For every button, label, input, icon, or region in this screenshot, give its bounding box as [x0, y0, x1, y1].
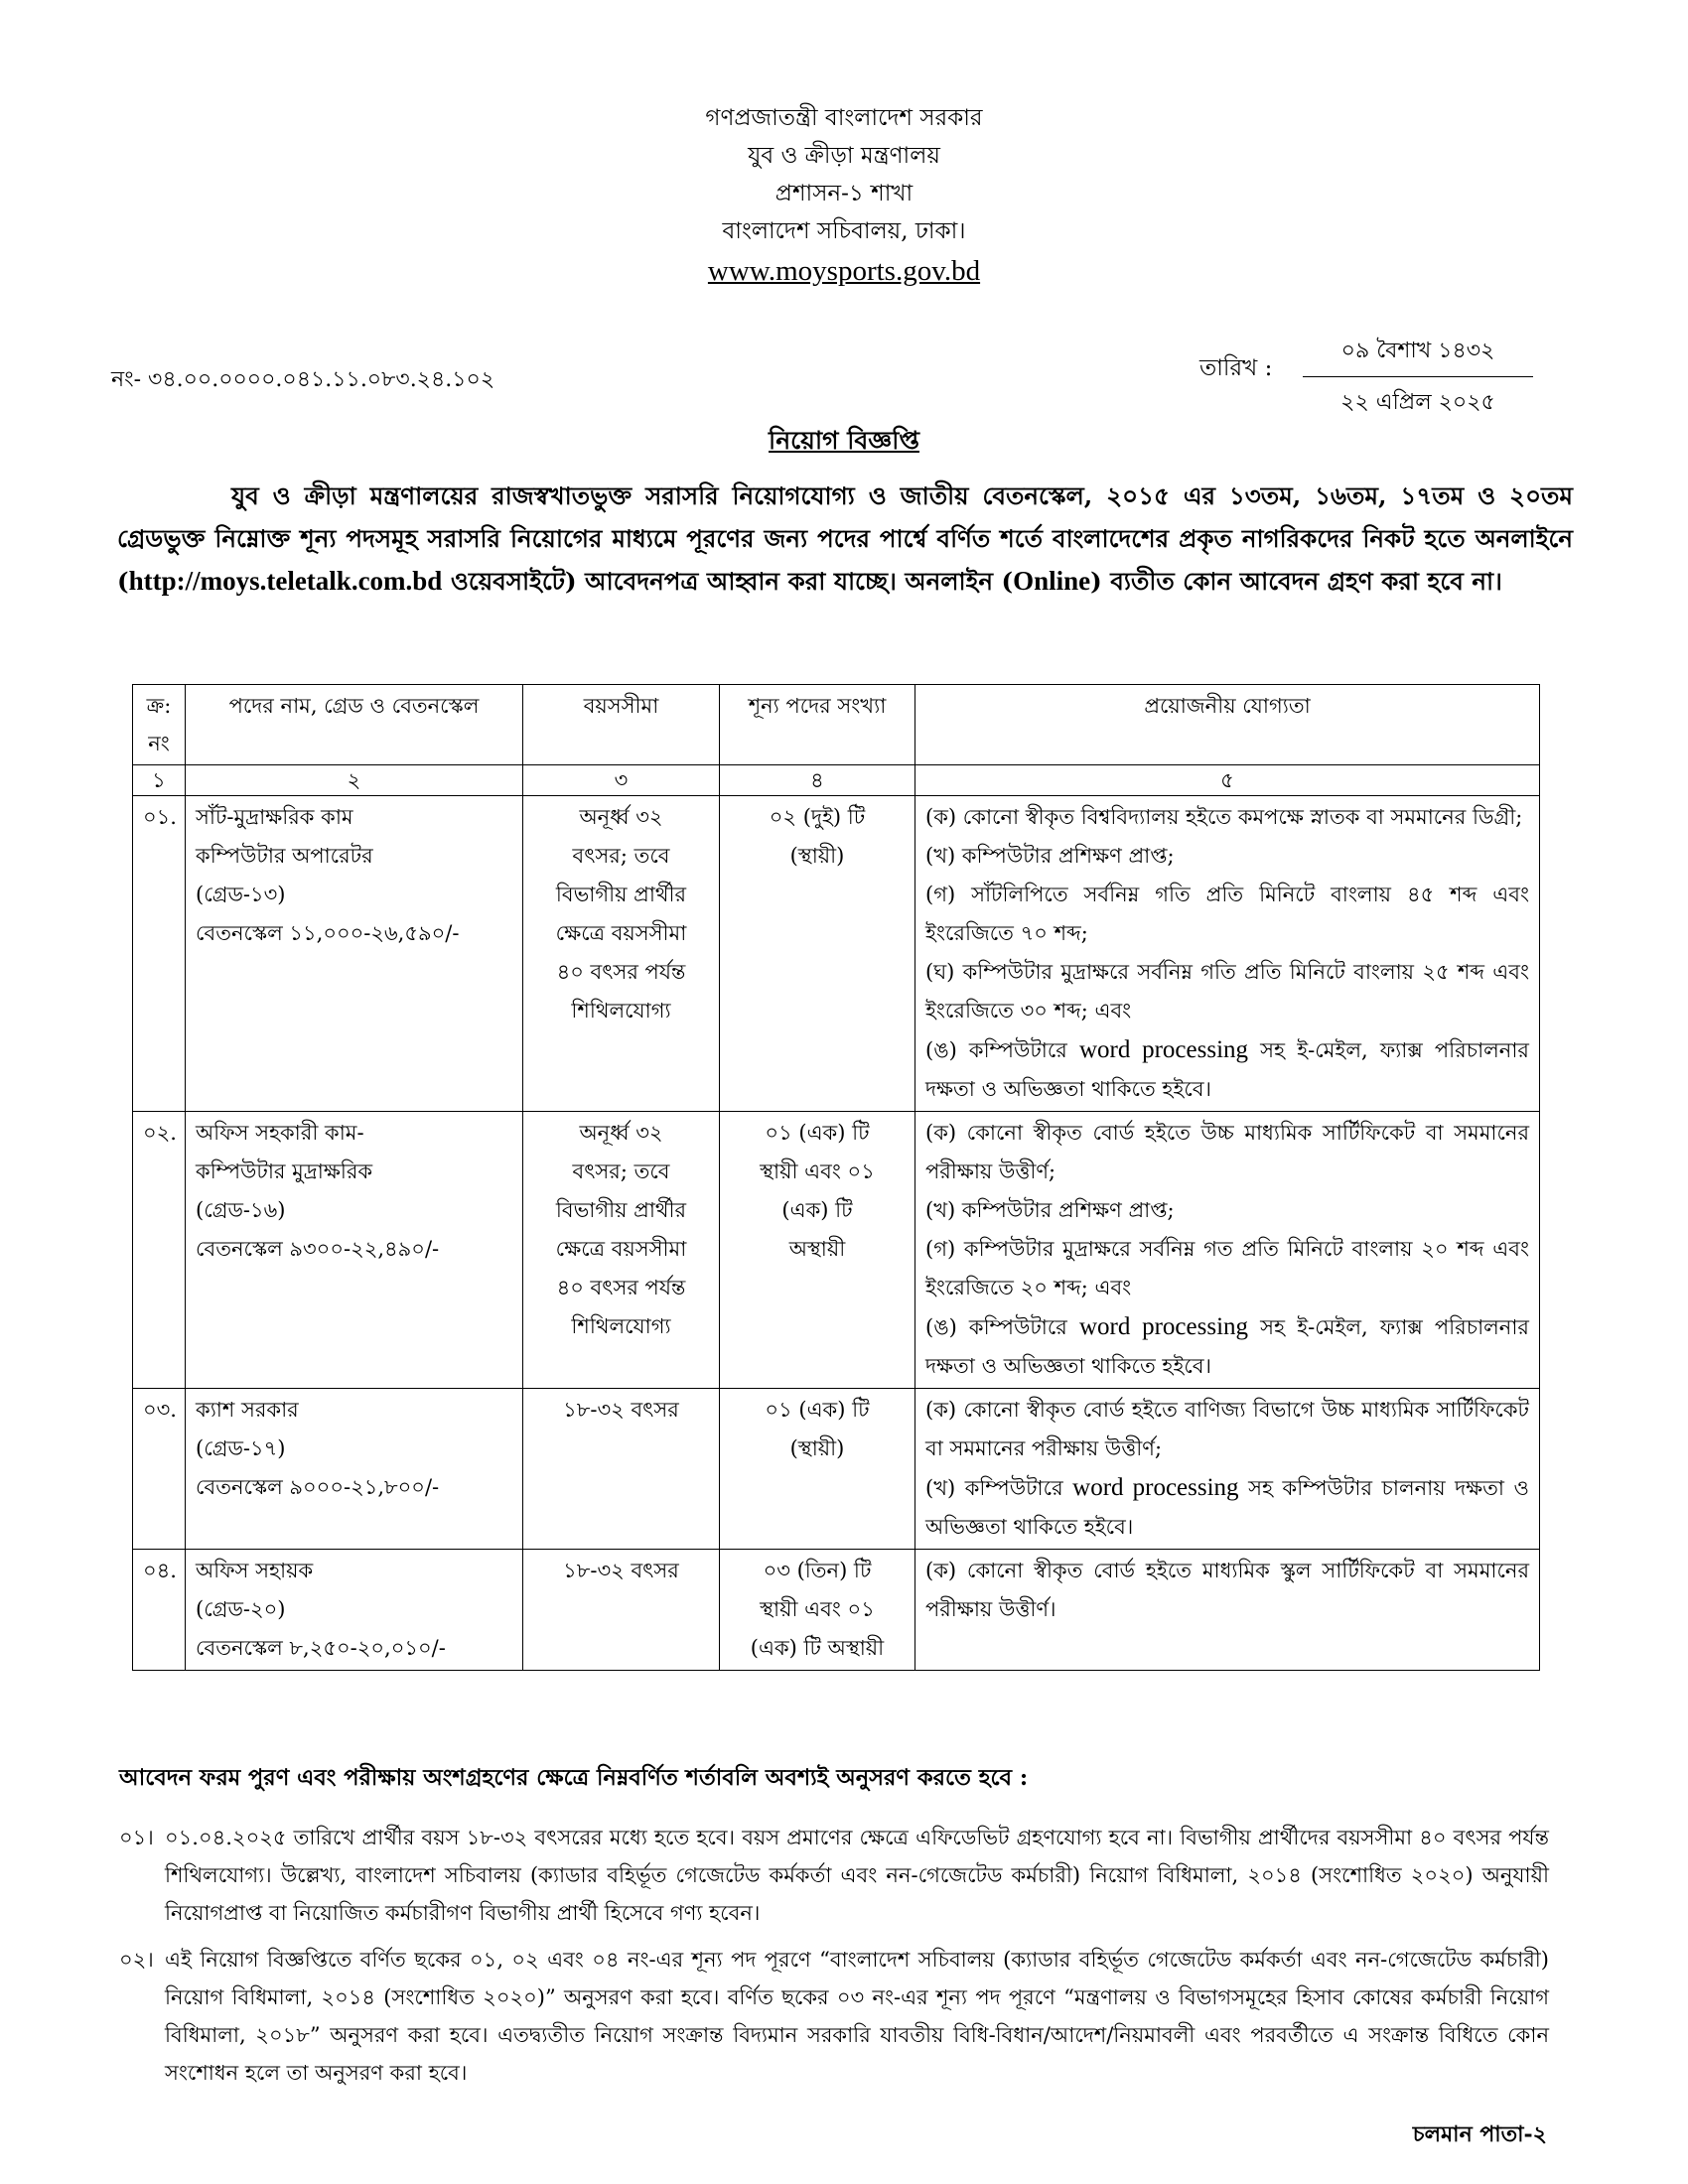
col-number: ৫ [915, 765, 1540, 796]
age-line: ক্ষেত্রে বয়সসীমা [555, 1237, 687, 1261]
vacancy-cell [720, 1389, 915, 1550]
vacancy-line: অস্থায়ী [788, 1237, 846, 1261]
vacancy-line: (এক) টি [781, 1198, 853, 1222]
post-cell [186, 1389, 523, 1550]
vacancy-line: ০২ (দুই) টি [769, 805, 866, 829]
requirement-item [925, 1307, 1529, 1386]
requirements-cell [915, 796, 1540, 1112]
requirement-english-term: word processing [1072, 1474, 1239, 1501]
vacancy-line: ০১ (এক) টি [765, 1398, 870, 1422]
section-name: প্রশাসন-১ শাখা [774, 181, 914, 206]
table-header-row [133, 685, 1540, 765]
column-number-row [133, 765, 1540, 796]
age-line: বিভাগীয় প্রার্থীর [555, 883, 687, 906]
vacancy-line: (স্থায়ী) [789, 844, 845, 868]
application-link[interactable]: http://moys.teletalk.com.bd [128, 566, 443, 596]
post-line: অফিস সহকারী কাম- [196, 1121, 364, 1145]
serial-cell: ০৪. [133, 1550, 186, 1671]
post-line: বেতনস্কেল ৯০০০-২১,৮০০/- [196, 1475, 440, 1499]
post-cell [186, 1550, 523, 1671]
vacancy-line: ০৩ (তিন) টি [763, 1559, 872, 1582]
requirement-text: সহ ই-মেইল, ফ্যাক্স পরিচালনার দক্ষতা ও অভিজ্ঞতা থাকিতে হইবে। [925, 1038, 1529, 1101]
date-bangla: ০৯ বৈশাখ ১৪৩২ [1303, 334, 1533, 377]
conditions-heading: আবেদন ফরম পুরণ এবং পরীক্ষায় অংশগ্রহণের ক্ষেত্রে নিম্নবর্ণিত শর্তাবলি অবশ্যই অনুসরণ করতে হবে : [119, 1765, 1029, 1791]
notice-title: নিয়োগ বিজ্ঞপ্তি [769, 426, 919, 455]
serial-cell: ০২. [133, 1112, 186, 1389]
date-block [1303, 334, 1533, 422]
requirement-item: (খ) কম্পিউটার প্রশিক্ষণ প্রাপ্ত; [925, 844, 1175, 868]
requirement-english-term: word processing [1079, 1313, 1249, 1340]
header-serial: ক্র: নং [133, 685, 186, 765]
continued-page-note: চলমান পাতা-২ [1412, 2121, 1547, 2147]
serial-cell: ০১. [133, 796, 186, 1112]
post-line: বেতনস্কেল ৮,২৫০-২০,০১০/- [196, 1636, 446, 1660]
office-address: বাংলাদেশ সচিবালয়, ঢাকা। [722, 218, 966, 244]
requirement-item: (গ) সাঁটলিপিতে সর্বনিম্ন গতি প্রতি মিনিটে বাংলায় ৪৫ শব্দ এবং ইংরেজিতে ৭০ শব্দ; [925, 883, 1529, 945]
website-link[interactable]: www.moysports.gov.bd [707, 255, 981, 287]
age-line: বৎসর; তবে [572, 1160, 670, 1183]
letterhead [0, 99, 1688, 292]
post-line: কম্পিউটার মুদ্রাক্ষরিক [196, 1160, 373, 1183]
age-line: ৪০ বৎসর পর্যন্ত [556, 960, 686, 984]
condition-text: ০১.০৪.২০২৫ তারিখে প্রার্থীর বয়স ১৮-৩২ বৎসরের মধ্যে হতে হবে। বয়স প্রমাণের ক্ষেত্রে এফিডেভিট গ্রহণযোগ্য হবে না। বিভাগীয় প্রার্থীদের বয়সসীমা ৪০ বৎসর পর্যন্ত শিথিলযোগ্য। উল্লেখ্য, বাংলাদেশ সচিবালয় (ক্যাডার বহির্ভূত গেজেটেড কর্মকর্তা এবং নন-গেজেটেড কর্মচারী) নিয়োগ বিধিমালা, ২০১৪ (সংশোধিত ২০২০) অনুযায়ী নিয়োগপ্রাপ্ত বা নিয়োজিত কর্মচারীগণ বিভাগীয় প্রার্থী হিসেবে গণ্য হবেন। [165, 1826, 1549, 1925]
requirements-cell [915, 1389, 1540, 1550]
post-line: ক্যাশ সরকার [196, 1398, 299, 1422]
age-cell [523, 796, 720, 1112]
reference-number: নং- ৩৪.০০.০০০০.০৪১.১১.০৮৩.২৪.১০২ [111, 367, 495, 392]
age-cell [523, 1389, 720, 1550]
table-row [133, 1550, 1540, 1671]
age-line: ১৮-৩২ বৎসর [563, 1559, 679, 1582]
post-line: বেতনস্কেল ৯৩০০-২২,৪৯০/- [196, 1237, 440, 1261]
online-word: Online [1013, 566, 1091, 596]
post-line: (গ্রেড-২০) [196, 1597, 286, 1621]
vacancy-cell [720, 1112, 915, 1389]
col-number: ৩ [523, 765, 720, 796]
post-line: (গ্রেড-১৬) [196, 1198, 286, 1222]
vacancy-line: (এক) টি অস্থায়ী [750, 1636, 885, 1660]
age-line: শিথিলযোগ্য [571, 1314, 671, 1338]
table-row [133, 1389, 1540, 1550]
requirement-item: (খ) কম্পিউটার প্রশিক্ষণ প্রাপ্ত; [925, 1198, 1175, 1222]
requirement-text: (ঙ) কম্পিউটারে [925, 1038, 1079, 1062]
table-row [133, 1112, 1540, 1389]
post-line: কম্পিউটার অপারেটর [196, 844, 373, 868]
govt-name: গণপ্রজাতন্ত্রী বাংলাদেশ সরকার [705, 105, 983, 131]
header-requirements: প্রয়োজনীয় যোগ্যতা [915, 685, 1540, 765]
condition-item [119, 1819, 1549, 1932]
header-vacancy: শূন্য পদের সংখ্যা [720, 685, 915, 765]
requirement-item: (ক) কোনো স্বীকৃত বোর্ড হইতে উচ্চ মাধ্যমিক সার্টিফিকেট বা সমমানের পরীক্ষায় উত্তীর্ণ; [925, 1121, 1529, 1183]
age-line: ৪০ বৎসর পর্যন্ত [556, 1276, 686, 1299]
post-line: (গ্রেড-১৭) [196, 1436, 286, 1460]
header-age: বয়সসীমা [523, 685, 720, 765]
header-post: পদের নাম, গ্রেড ও বেতনস্কেল [186, 685, 523, 765]
condition-item [119, 1941, 1549, 2092]
requirement-item: (ক) কোনো স্বীকৃত বিশ্ববিদ্যালয় হইতে কমপক্ষে স্নাতক বা সমমানের ডিগ্রী; [925, 805, 1523, 829]
requirement-item [925, 1468, 1529, 1547]
table-body [133, 796, 1540, 1671]
intro-text-1: যুব ও ক্রীড়া মন্ত্রণালয়ের রাজস্বখাতভুক্ত সরাসরি নিয়োগযোগ্য ও জাতীয় বেতনস্কেল, ২০১৫ এর ১৩তম, ১৬তম, ১৭তম ও ২০তম গ্রেডভুক্ত নিম্নোক্ত শূন্য পদসমূহ সরাসরি নিয়োগের মাধ্যমে পূরণের জন্য পদের পার্শ্বে বর্ণিত শর্তে বাংলাদেশের প্রকৃত নাগরিকদের নিকট হতে অনলাইনে ( [117, 481, 1573, 596]
col-number: ১ [133, 765, 186, 796]
vacancy-cell [720, 796, 915, 1112]
age-cell [523, 1112, 720, 1389]
vacancy-line: স্থায়ী এবং ০১ [760, 1597, 875, 1621]
ministry-name: যুব ও ক্রীড়া মন্ত্রণালয় [748, 143, 940, 169]
condition-number: ০১। [119, 1826, 154, 1849]
age-line: অনূর্ধ্ব ৩২ [579, 1121, 663, 1145]
age-line: শিথিলযোগ্য [571, 999, 671, 1023]
post-line: (গ্রেড-১৩) [196, 883, 286, 906]
post-cell [186, 796, 523, 1112]
age-line: বৎসর; তবে [572, 844, 670, 868]
intro-text-2: ওয়েবসাইটে) আবেদনপত্র আহ্বান করা যাচ্ছে। অনলাইন ( [442, 567, 1014, 596]
age-line: বিভাগীয় প্রার্থীর [555, 1198, 687, 1222]
vacancy-table [132, 684, 1540, 1671]
condition-number: ০২। [119, 1948, 154, 1972]
requirement-item: (গ) কম্পিউটার মুদ্রাক্ষরে সর্বনিম্ন গত প্রতি মিনিটে বাংলায় ২০ শব্দ এবং ইংরেজিতে ২০ শব্দ; এবং [925, 1237, 1529, 1299]
requirement-text: সহ কম্পিউটার চালনায় দক্ষতা ও অভিজ্ঞতা থাকিতে হইবে। [925, 1476, 1529, 1539]
intro-paragraph [117, 475, 1573, 603]
intro-text-3: ) ব্যতীত কোন আবেদন গ্রহণ করা হবে না। [1090, 567, 1502, 596]
vacancy-line: ০১ (এক) টি [765, 1121, 870, 1145]
post-cell [186, 1112, 523, 1389]
serial-cell: ০৩. [133, 1389, 186, 1550]
requirement-item: (ক) কোনো স্বীকৃত বোর্ড হইতে বাণিজ্য বিভাগে উচ্চ মাধ্যমিক সার্টিফিকেট বা সমমানের পরীক্ষায় উত্তীর্ণ; [925, 1398, 1529, 1460]
date-english: ২২ এপ্রিল ২০২৫ [1340, 390, 1495, 415]
age-line: ১৮-৩২ বৎসর [563, 1398, 679, 1422]
requirement-text: (খ) কম্পিউটারে [925, 1476, 1073, 1500]
post-line: বেতনস্কেল ১১,০০০-২৬,৫৯০/- [196, 921, 460, 945]
requirement-item [925, 1030, 1529, 1109]
post-line: অফিস সহায়ক [196, 1559, 314, 1582]
vacancy-line: স্থায়ী এবং ০১ [760, 1160, 875, 1183]
requirement-english-term: word processing [1079, 1036, 1249, 1063]
vacancy-line: (স্থায়ী) [789, 1436, 845, 1460]
requirements-cell [915, 1112, 1540, 1389]
requirement-text: সহ ই-মেইল, ফ্যাক্স পরিচালনার দক্ষতা ও অভিজ্ঞতা থাকিতে হইবে। [925, 1315, 1529, 1378]
requirements-cell [915, 1550, 1540, 1671]
requirement-item: (ঘ) কম্পিউটার মুদ্রাক্ষরে সর্বনিম্ন গতি প্রতি মিনিটে বাংলায় ২৫ শব্দ এবং ইংরেজিতে ৩০ শব্দ; এবং [925, 960, 1529, 1023]
condition-text: এই নিয়োগ বিজ্ঞপ্তিতে বর্ণিত ছকের ০১, ০২ এবং ০৪ নং-এর শূন্য পদ পূরণে “বাংলাদেশ সচিবালয় (ক্যাডার বহির্ভূত গেজেটেড কর্মকর্তা এবং নন-গেজেটেড কর্মচারী) নিয়োগ বিধিমালা, ২০১৪ (সংশোধিত ২০২০)” অনুসরণ করা হবে। বর্ণিত ছকের ০৩ নং-এর শূন্য পদ পূরণে “মন্ত্রণালয় ও বিভাগসমূহের হিসাব কোষের কর্মচারী নিয়োগ বিধিমালা, ২০১৮” অনুসরণ করা হবে। এতদ্ব্যতীত নিয়োগ সংক্রান্ত বিদ্যমান সরকারি যাবতীয় বিধি-বিধান/আদেশ/নিয়মাবলী এবং পরবর্তীতে এ সংক্রান্ত বিধিতে কোন সংশোধন হলে তা অনুসরণ করা হবে। [165, 1948, 1549, 2085]
date-label: তারিখ : [1199, 355, 1273, 381]
age-cell [523, 1550, 720, 1671]
col-number: ৪ [720, 765, 915, 796]
col-number: ২ [186, 765, 523, 796]
vacancy-cell [720, 1550, 915, 1671]
requirement-item: (ক) কোনো স্বীকৃত বোর্ড হইতে মাধ্যমিক স্কুল সার্টিফিকেট বা সমমানের পরীক্ষায় উত্তীর্ণ। [925, 1559, 1529, 1621]
table-row [133, 796, 1540, 1112]
post-line: সাঁট-মুদ্রাক্ষরিক কাম [196, 805, 353, 829]
requirement-text: (ঙ) কম্পিউটারে [925, 1315, 1079, 1339]
age-line: ক্ষেত্রে বয়সসীমা [555, 921, 687, 945]
age-line: অনূর্ধ্ব ৩২ [579, 805, 663, 829]
